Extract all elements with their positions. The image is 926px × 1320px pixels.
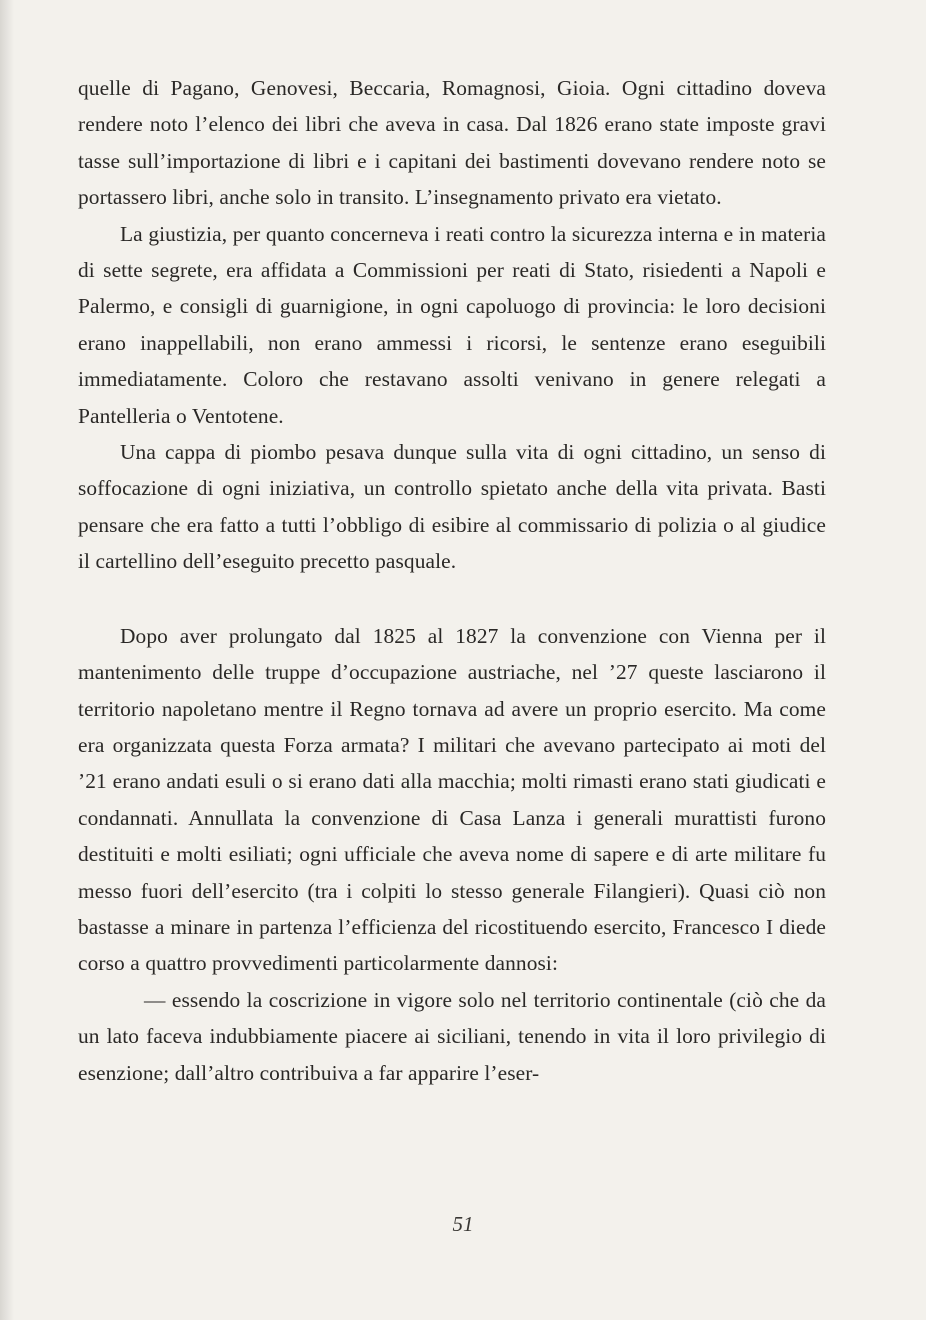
paragraph-justice: La giustizia, per quanto concerneva i reati contro la sicurezza interna e in materia di sette segrete, era affidata a Commissioni per reati di Stato, risiedenti a Napoli e Palermo, e consigli di guarnigione, in ogni capoluogo di provincia: le loro decisioni erano inappellabili, non erano ammessi i ricorsi, le sentenze erano eseguibili immediatamente. Coloro che restavano assolti venivano in genere relegati a Pantelleria o Ventotene.: [78, 221, 826, 428]
body-text: [78, 70, 826, 1091]
page-number: 51: [452, 1212, 474, 1236]
paragraph-army: Dopo aver prolungato dal 1825 al 1827 la convenzione con Vienna per il mantenimento delle truppe d’occupazione austriache, nel ’27 queste lasciarono il territorio napoletano mentre il Regno tornava ad avere un proprio esercito. Ma come era organizzata questa Forza armata? I militari che avevano partecipato ai moti del ’21 erano andati esuli o si erano dati alla macchia; molti rimasti erano stati giudicati e condannati. Annullata la convenzione di Casa Lanza i generali murattisti furono destituiti e molti esiliati; ogni ufficiale che aveva nome di sapere e di arte militare fu messo fuori dell’esercito (tra i colpiti lo stesso generale Filangieri). Quasi ciò non bastasse a minare in partenza l’efficienza del ricostituendo esercito, Francesco I diede corso a quattro provvedimenti particolarmente dannosi:: [78, 623, 826, 976]
paragraph-oppression: Una cappa di piombo pesava dunque sulla vita di ogni cittadino, un senso di soffocazione di ogni iniziativa, un controllo spietato anche della vita privata. Basti pensare che era fatto a tutti l’obbligo di esibire al commissario di polizia o al giudice il cartellino dell’eseguito precetto pasquale.: [78, 440, 826, 574]
paragraph-conscription: — essendo la coscrizione in vigore solo nel territorio continentale (ciò che da un lato faceva indubbiamente piacere ai siciliani, tenendo in vita il loro privilegio di esenzione; dall’altro contribuiva a far apparire l’eser-: [78, 987, 826, 1085]
section-break: [78, 580, 826, 618]
paragraph-continuation: quelle di Pagano, Genovesi, Beccaria, Romagnosi, Gioia. Ogni cittadino doveva rendere noto l’elenco dei libri che aveva in casa. Dal 1826 erano state imposte gravi tasse sull’importazione di libri e i capitani dei bastimenti dovevano rendere noto se portassero libri, anche solo in transito. L’insegnamento privato era vietato.: [78, 76, 826, 210]
page-binding-shadow: [0, 0, 14, 1320]
